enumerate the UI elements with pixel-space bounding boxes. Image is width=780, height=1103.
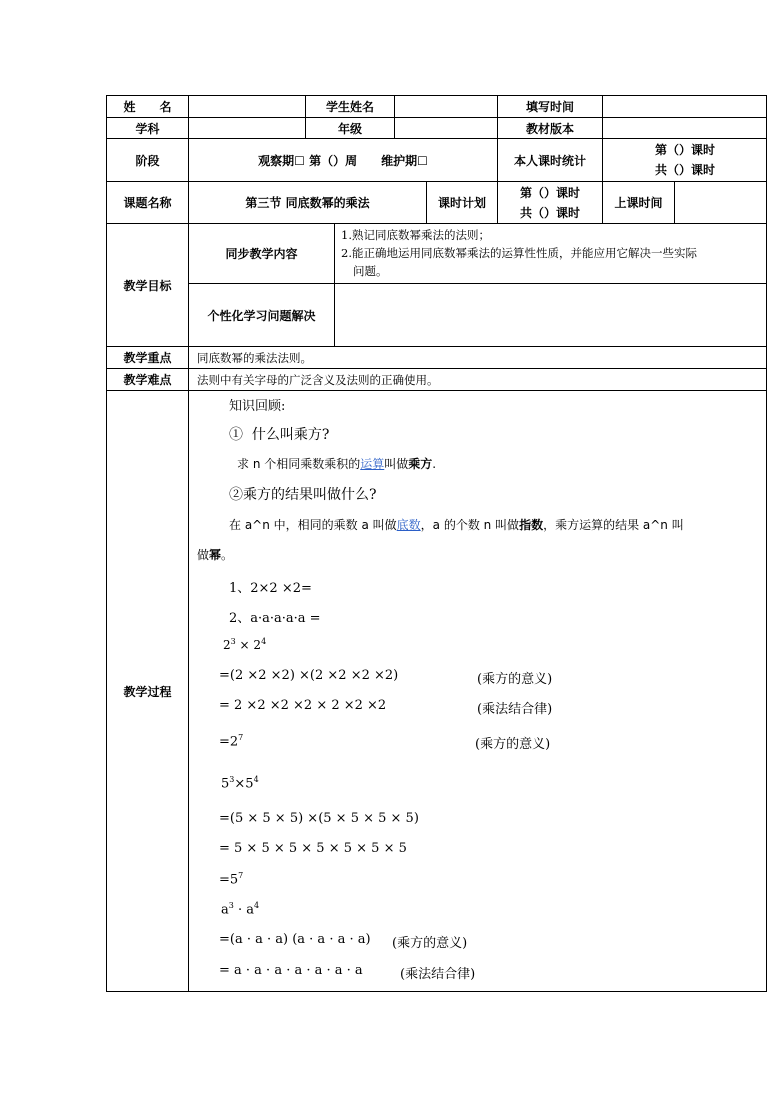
student-name-field[interactable] [395, 96, 498, 118]
example-1-base-2: 2 [253, 638, 262, 652]
plan-label: 课时计划 [427, 182, 498, 224]
example-3-expression [221, 901, 259, 917]
plan-line2: 共（）课时 [519, 205, 580, 220]
example-2-base-2: 5 [245, 776, 254, 792]
answer-1-pre: 求 n 个相同乘数乘积的 [237, 457, 361, 471]
answer-2-part2: ，a 的个数 n 叫做 [420, 518, 520, 532]
review-heading: 知识回顾: [229, 399, 286, 414]
personal-field[interactable] [335, 284, 767, 347]
answer-2-part1: 在 a^n 中，相同的乘数 a 叫做 [229, 518, 397, 532]
grade-field[interactable] [395, 118, 498, 139]
goal-2-cont: 问题。 [353, 264, 388, 278]
focus-value: 同底数幂的乘法法则。 [189, 347, 767, 369]
example-1-result-base: =2 [219, 734, 239, 750]
answer-2-part3: ，乘方运算的结果 a^n 叫 [543, 518, 684, 532]
exercise-2: 2、a·a·a·a·a = [229, 611, 321, 626]
example-3-step-1: =(a · a · a) (a · a · a · a) [219, 932, 371, 947]
example-1-note-1: (乘方的意义) [477, 672, 553, 687]
difficulty-value: 法则中有关字母的广泛含义及法则的正确使用。 [189, 369, 767, 391]
process-label: 教学过程 [107, 391, 189, 991]
question-1 [229, 424, 329, 444]
exercise-1: 1、2×2 ×2= [229, 581, 312, 596]
goals-text [335, 224, 767, 284]
class-time-label: 上课时间 [603, 182, 675, 224]
name-label: 姓 名 [107, 96, 189, 118]
example-1-result-exp: 7 [238, 733, 244, 742]
operation-link[interactable]: 运算 [360, 457, 385, 471]
stage-value: 观察期☐ 第（）周 维护期☐ [189, 139, 498, 182]
example-1-note-2: (乘法结合律) [477, 702, 553, 717]
example-2-expression [221, 775, 259, 791]
answer-1 [237, 455, 436, 472]
example-2-result-exp: 7 [238, 871, 244, 880]
example-2-step-3 [219, 871, 243, 887]
plan-line1: 第（）课时 [519, 185, 580, 200]
example-1-step-2: = 2 ×2 ×2 ×2 × 2 ×2 ×2 [219, 698, 387, 713]
answer-2-part4: 做 [197, 548, 210, 562]
class-time-field[interactable] [675, 182, 767, 224]
example-2-base-1: 5 [221, 776, 230, 792]
example-2-exp-2: 4 [253, 775, 259, 784]
focus-label: 教学重点 [107, 347, 189, 369]
example-1-exp-2: 4 [261, 637, 267, 646]
stats-line1: 第（）课时 [654, 143, 715, 157]
answer-2-term-power: 幂 [209, 548, 222, 562]
example-2-step-2: = 5 × 5 × 5 × 5 × 5 × 5 × 5 [219, 841, 407, 856]
personal-label: 个性化学习问题解决 [189, 284, 335, 347]
example-3-dot: · [233, 902, 247, 918]
example-3-note-1: (乘方的意义) [392, 936, 468, 951]
stats-line2: 共（）课时 [654, 163, 715, 177]
example-3-exp-2: 4 [254, 901, 260, 910]
answer-2-line1 [229, 516, 684, 533]
example-1-step-1: =(2 ×2 ×2) ×(2 ×2 ×2 ×2) [219, 668, 399, 683]
example-2-exp-1: 3 [229, 775, 235, 784]
student-name-label: 学生姓名 [306, 96, 395, 118]
goals-label: 教学目标 [107, 224, 189, 347]
plan-value [498, 182, 603, 224]
stats-label: 本人课时统计 [498, 139, 603, 182]
goal-2: 2.能正确地运用同底数幂乘法的运算性性质，并能应用它解决一些实际 [341, 246, 697, 260]
subject-label: 学科 [107, 118, 189, 139]
lesson-plan-table [106, 95, 767, 992]
process-content [189, 391, 767, 992]
answer-2-term-exponent: 指数 [519, 518, 544, 532]
stats-value [603, 139, 767, 182]
name-field[interactable] [189, 96, 306, 118]
topic-value: 第三节 同底数幂的乘法 [189, 182, 427, 224]
example-2-result-base: =5 [219, 872, 239, 888]
sync-content-label: 同步教学内容 [189, 224, 335, 284]
question-1-text: 什么叫乘方? [251, 427, 330, 443]
answer-1-end: . [432, 457, 437, 471]
subject-field[interactable] [189, 118, 306, 139]
goal-1: 1.熟记同底数幂乘法的法则； [341, 228, 490, 242]
grade-label: 年级 [306, 118, 395, 139]
question-1-number: ① [229, 427, 243, 443]
base-link[interactable]: 底数 [396, 518, 421, 532]
example-3-step-2: = a · a · a · a · a · a · a [219, 963, 363, 978]
textbook-label: 教材版本 [498, 118, 603, 139]
example-1-note-3: (乘方的意义) [475, 737, 551, 752]
textbook-field[interactable] [603, 118, 767, 139]
fill-time-label: 填写时间 [498, 96, 603, 118]
example-3-base-2: a [246, 902, 255, 918]
difficulty-label: 教学难点 [107, 369, 189, 391]
example-3-exp-1: 3 [228, 901, 234, 910]
example-1-base-1: 2 [223, 638, 231, 652]
answer-2-line2 [197, 546, 233, 563]
example-1-times: × [235, 638, 254, 652]
example-1-step-3 [219, 733, 243, 749]
stage-label: 阶段 [107, 139, 189, 182]
example-2-times: × [234, 776, 246, 792]
example-3-base-1: a [221, 902, 229, 918]
fill-time-field[interactable] [603, 96, 767, 118]
example-2-step-1: =(5 × 5 × 5) ×(5 × 5 × 5 × 5) [219, 811, 419, 826]
question-2: ②乘方的结果叫做什么? [229, 487, 377, 503]
example-1-expression [223, 637, 266, 652]
example-1-exp-1: 3 [230, 637, 236, 646]
topic-label: 课题名称 [107, 182, 189, 224]
answer-1-mid: 叫做 [384, 457, 409, 471]
answer-1-term: 乘方 [408, 457, 433, 471]
answer-2-part5: 。 [221, 548, 234, 562]
example-3-note-2: (乘法结合律) [400, 967, 476, 982]
